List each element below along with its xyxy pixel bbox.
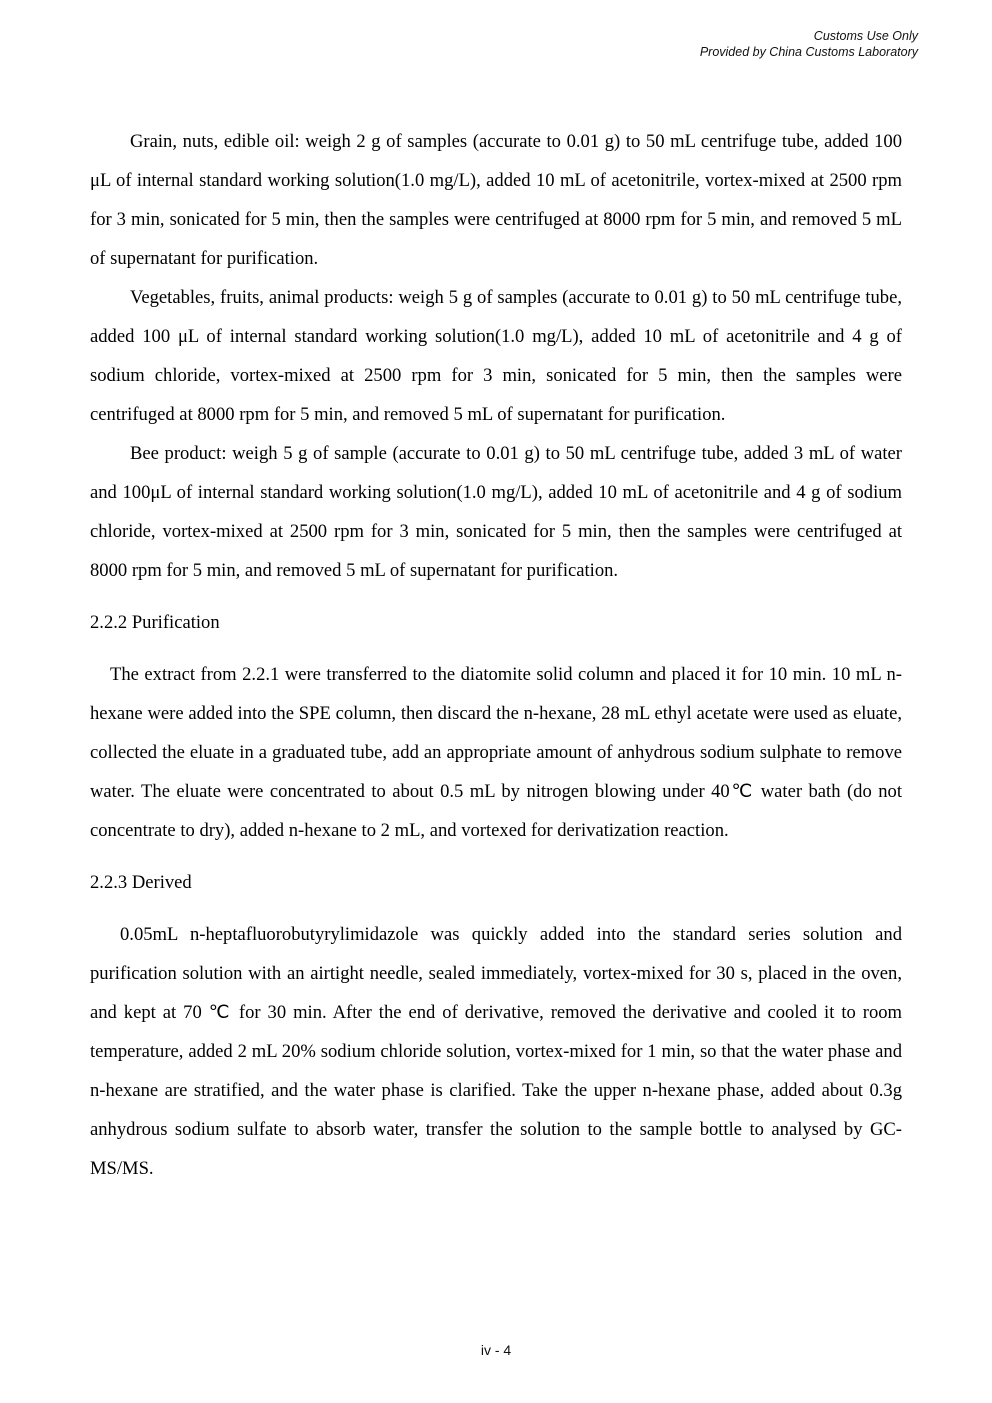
page-number: iv - 4 [480, 1342, 512, 1358]
paragraph-vegetables-fruits-animal: Vegetables, fruits, animal products: weigh 5 g of samples (accurate to 0.01 g) to 50 mL centrifuge tube, added 100 μL of internal standard working solution(1.0 mg/L), added 10 mL of acetonitrile and 4 g of sodium chloride, vortex-mixed at 2500 rpm for 3 min, sonicated for 5 min, then the samples were centrifuged at 8000 rpm for 5 min, and removed 5 mL of supernatant for purification. [90, 287, 902, 425]
header-line-provider: Provided by China Customs Laboratory [699, 45, 918, 59]
page-header [700, 28, 918, 60]
section-heading-derived: 2.2.3 Derived [90, 872, 192, 893]
paragraph-grain-nuts-oil: Grain, nuts, edible oil: weigh 2 g of samples (accurate to 0.01 g) to 50 mL centrifuge tube, added 100 μL of internal standard working solution(1.0 mg/L), added 10 mL of acetonitrile, vortex-mixed at 2500 rpm for 3 min, sonicated for 5 min, then the samples were centrifuged at 8000 rpm for 5 min, and removed 5 mL of supernatant for purification. [90, 131, 902, 269]
paragraph-purification: The extract from 2.2.1 were transferred to the diatomite solid column and placed it for 10 min. 10 mL n-hexane were added into the SPE column, then discard the n-hexane, 28 mL ethyl acetate were used as eluate, collected the eluate in a graduated tube, add an appropriate amount of anhydrous sodium sulphate to remove water. The eluate were concentrated to about 0.5 mL by nitrogen blowing under 40℃ water bath (do not concentrate to dry), added n-hexane to 2 mL, and vortexed for derivatization reaction. [90, 664, 902, 841]
section-heading-purification: 2.2.2 Purification [90, 612, 220, 633]
paragraph-bee-product: Bee product: weigh 5 g of sample (accurate to 0.01 g) to 50 mL centrifuge tube, added 3 mL of water and 100μL of internal standard working solution(1.0 mg/L), added 10 mL of acetonitrile and 4 g of sodium chloride, vortex-mixed at 2500 rpm for 3 min, sonicated for 5 min, then the samples were centrifuged at 8000 rpm for 5 min, and removed 5 mL of supernatant for purification. [90, 443, 902, 581]
document-body [90, 122, 902, 1188]
paragraph-derived: 0.05mL n-heptafluorobutyrylimidazole was quickly added into the standard series solution and purification solution with an airtight needle, sealed immediately, vortex-mixed for 30 s, placed in the oven, and kept at 70 ℃ for 30 min. After the end of derivative, removed the derivative and cooled it to room temperature, added 2 mL 20% sodium chloride solution, vortex-mixed for 1 min, so that the water phase and n-hexane are stratified, and the water phase is clarified. Take the upper n-hexane phase, added about 0.3g anhydrous sodium sulfate to absorb water, transfer the solution to the sample bottle to analysed by GC-MS/MS. [90, 924, 902, 1179]
header-line-customs-use: Customs Use Only [813, 29, 918, 43]
